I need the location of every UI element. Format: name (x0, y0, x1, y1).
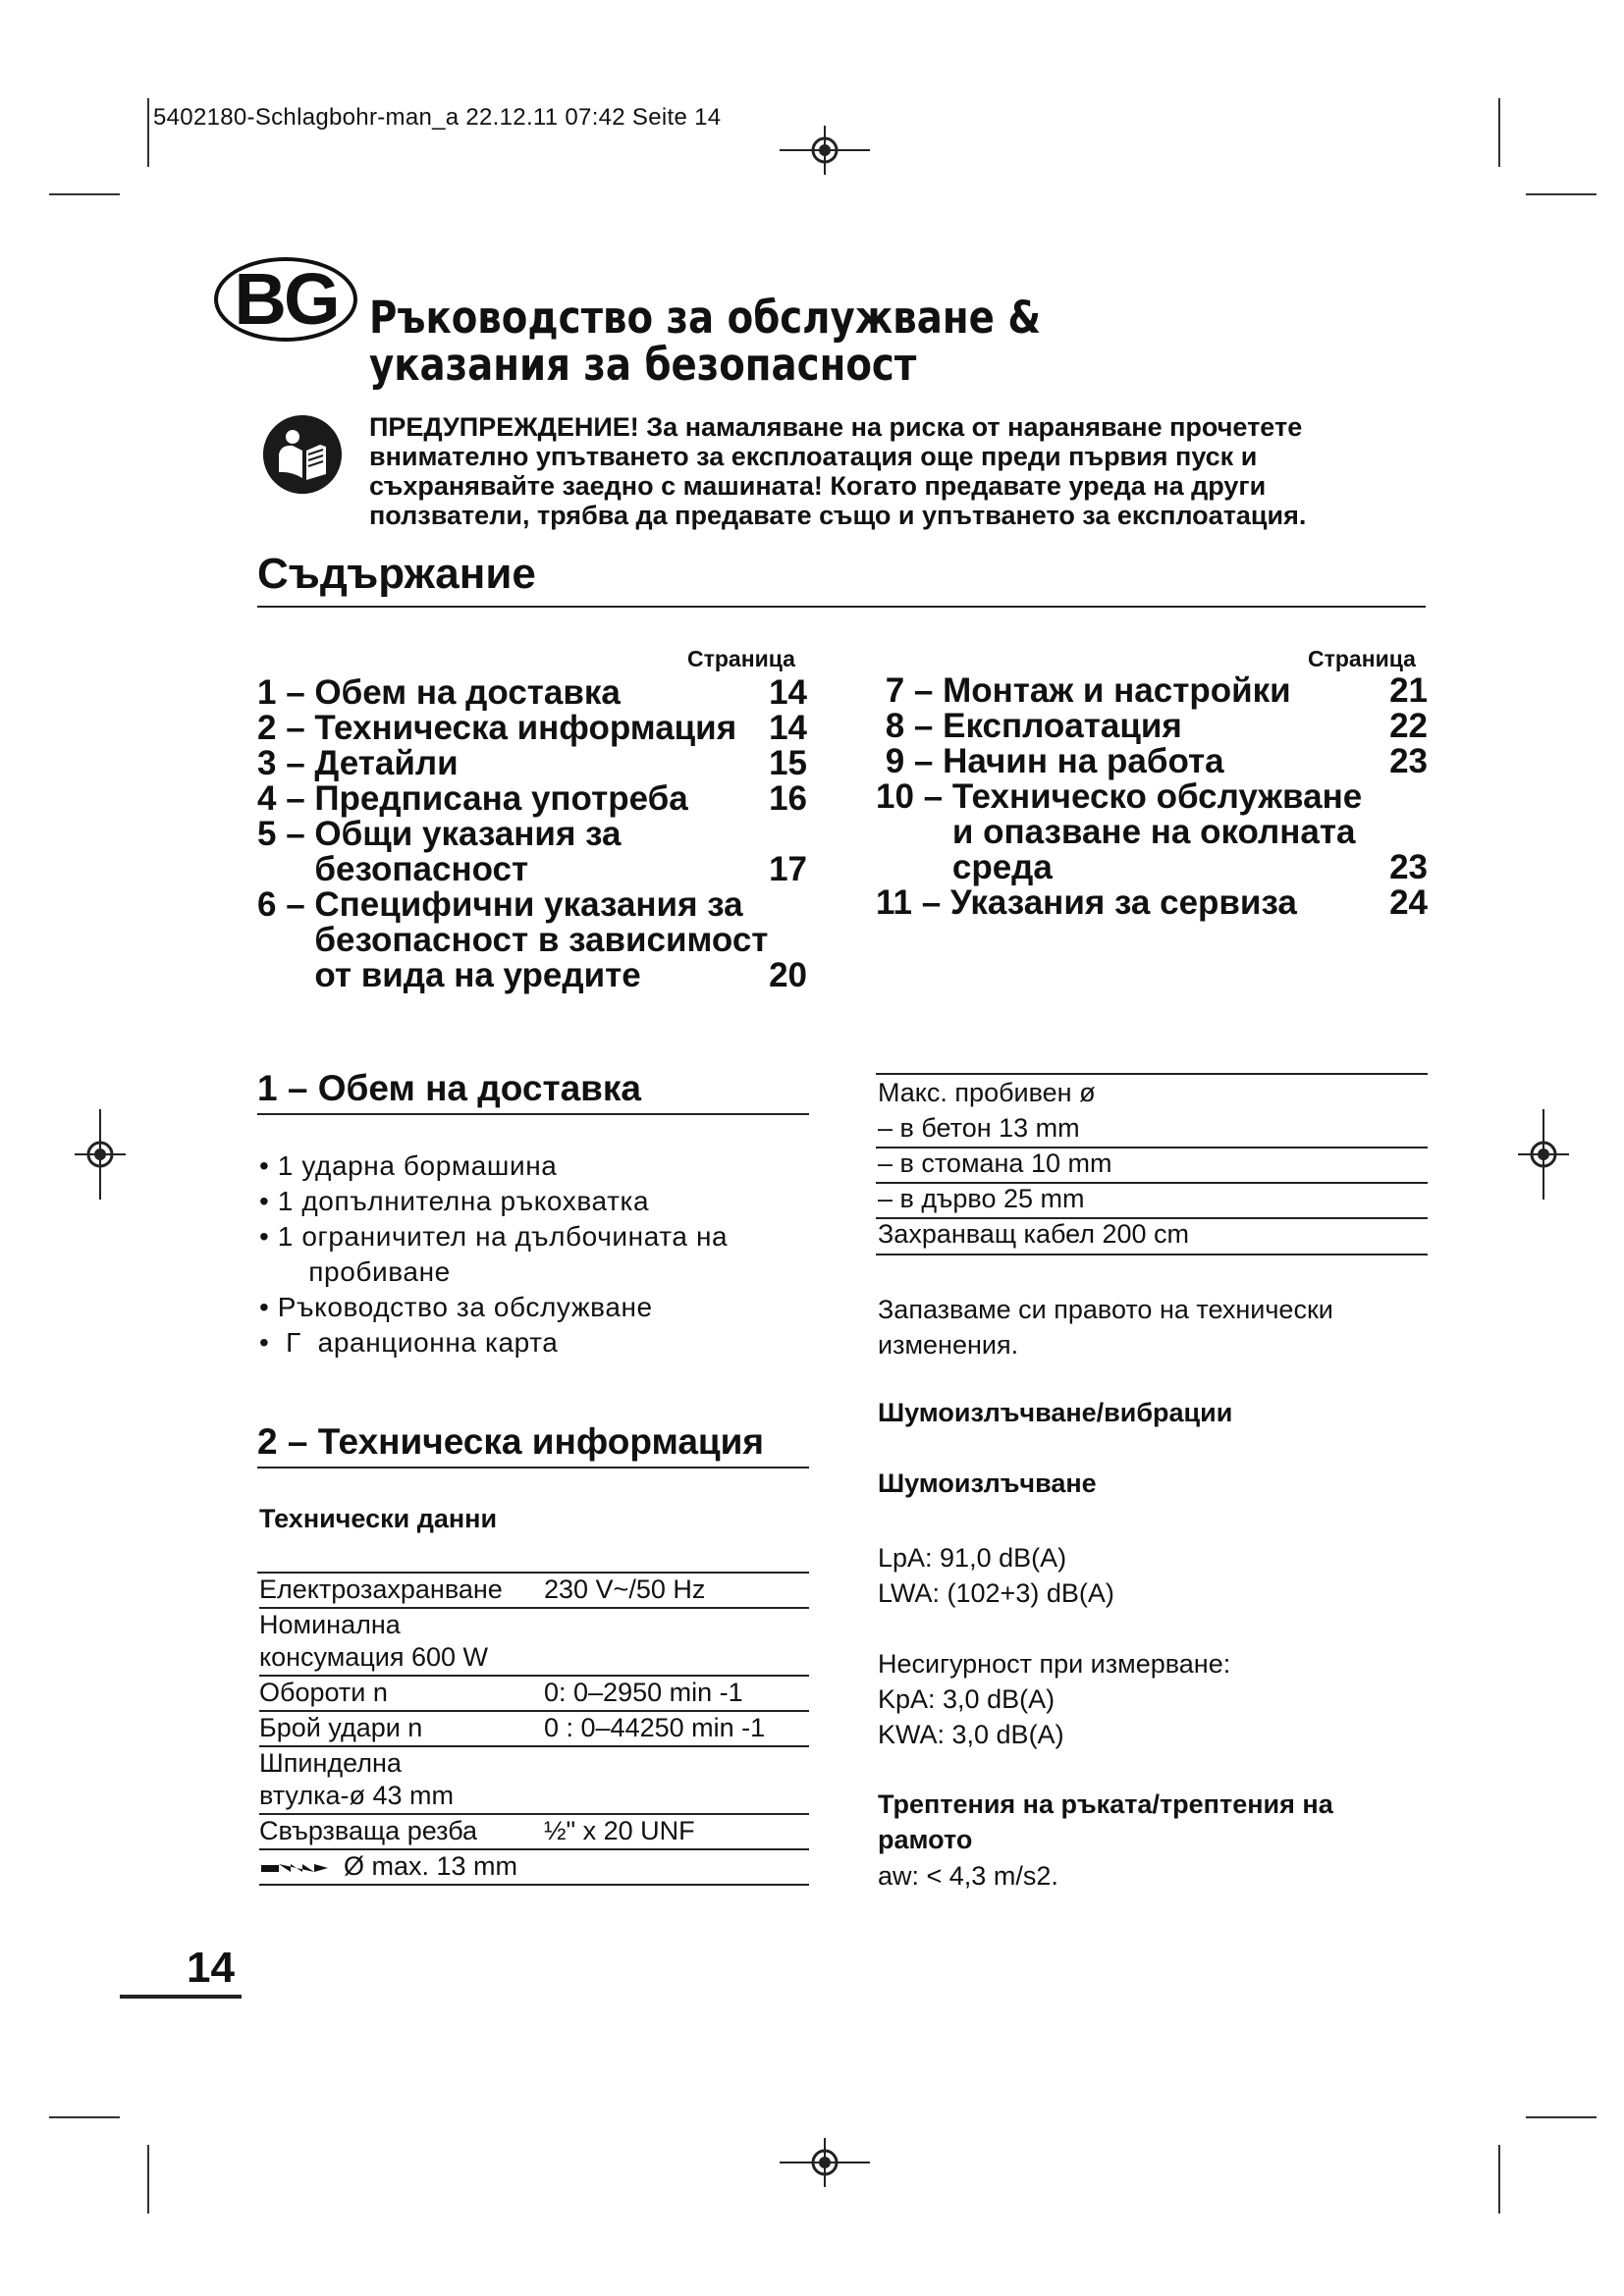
divider (257, 1467, 809, 1468)
disclaimer: Запазваме си правото на технически изменения. (878, 1295, 1333, 1360)
toc-entry-page: 23 (1389, 742, 1428, 780)
table-cell-label: Шпинделна втулка-ø 43 mm (259, 1748, 455, 1810)
divider (876, 1254, 1428, 1255)
cable-length-row: Захранващ кабел 200 cm (878, 1219, 1190, 1249)
toc-entry-number: 2 – (257, 709, 315, 747)
toc-entry-title: Общи указания за безопасност (314, 815, 622, 888)
noise-lwa: LWA: (102+3) dB(A) (878, 1578, 1114, 1608)
vibration-heading: Трептения на ръката/трептения на рамото (878, 1789, 1333, 1854)
list-item: • 1 допълнителна ръкохватка (259, 1186, 650, 1216)
tech-data-subheading: Технически данни (259, 1504, 498, 1533)
toc-entry-number: 10 – (876, 777, 952, 816)
toc-entry[interactable] (257, 817, 807, 887)
toc-entry-title: Предписана употреба (314, 779, 688, 818)
drill-bit-icon (261, 1860, 330, 1876)
section-heading: 2 – Техническа информация (257, 1421, 764, 1462)
page-number: 14 (187, 1944, 235, 1992)
registration-mark-icon (1518, 1109, 1569, 1200)
toc-entry-title: Експлоатация (943, 707, 1182, 745)
toc-entry-number: 5 – (257, 815, 315, 853)
table-row (259, 1574, 809, 1608)
divider (257, 1113, 809, 1115)
table-cell-label: Свързваща резба (259, 1816, 478, 1845)
delivery-list (259, 1148, 728, 1361)
print-metadata: 5402180-Schlagbohr-man_a 22.12.11 07:42 Seite 14 (153, 104, 722, 131)
toc-entry-page: 22 (1389, 707, 1428, 745)
toc-entry[interactable] (257, 746, 807, 781)
toc-entry-page: 17 (769, 850, 807, 888)
toc-entry-number: 4 – (257, 779, 315, 818)
page-title: Ръководство за обслужване & указания за безопасност (369, 292, 1042, 391)
crop-mark (49, 193, 120, 195)
toc-entry-title: Специфични указания за безопасност в зависимост от вида на уредите (314, 885, 769, 994)
toc-entry[interactable] (876, 744, 1428, 779)
toc-entry-number: 11 – (876, 883, 950, 922)
toc-entry-number: 9 – (876, 742, 944, 780)
table-row (259, 1849, 809, 1885)
toc-heading: Съдържание (257, 550, 536, 598)
section-heading: 1 – Обем на доставка (257, 1068, 642, 1108)
crop-mark (1526, 193, 1597, 195)
drill-capacity-row: – в бетон 13 mm (878, 1113, 1080, 1143)
table-cell-label: Обороти n (259, 1678, 388, 1707)
toc-page-label: Страница (1308, 646, 1416, 671)
warning-notice: ПРЕДУПРЕЖДЕНИЕ! За намаляване на риска от нараняване прочетете внимателно упътването за експлоатация още преди първия пуск и съхранявайте заедно с машината! Когато предавате уреда на други ползватели, трябва да предавате също и упътването за експлоатация. (369, 412, 1307, 530)
toc-entry[interactable] (876, 779, 1428, 885)
crop-mark (147, 98, 149, 167)
drill-capacity-row: Макс. пробивен ø (878, 1078, 1096, 1107)
noise-vibration-heading: Шумоизлъчване/вибрации (878, 1398, 1233, 1427)
toc-entry[interactable] (257, 781, 807, 817)
list-item: • 1 ударна бормашина (259, 1150, 558, 1181)
toc-page-label: Страница (687, 646, 795, 671)
table-row (259, 1676, 809, 1711)
toc-entry-page: 23 (1389, 848, 1428, 886)
table-cell-label: Брой удари n (259, 1713, 423, 1742)
read-manual-icon (263, 415, 342, 494)
crop-mark (147, 2145, 149, 2214)
table-cell-label: Номинална консумация 600 W (259, 1610, 489, 1672)
uncertainty-label: Несигурност при измерване: (878, 1649, 1231, 1679)
tech-data-table (259, 1574, 809, 1886)
table-cell-value: ½" x 20 UNF (544, 1816, 695, 1845)
crop-mark (1526, 2116, 1597, 2118)
toc-entry-number: 8 – (876, 707, 944, 745)
table-row (259, 1746, 809, 1814)
toc-entry-title: Указания за сервиза (949, 883, 1297, 922)
list-item: • 1 ограничител на дълбочината на (259, 1221, 729, 1252)
toc-entry-title: Техническа информация (314, 709, 737, 747)
uncertainty-kpa: KpA: 3,0 dB(A) (878, 1684, 1056, 1714)
toc-entry-page: 14 (769, 709, 807, 747)
vibration-aw: aw: < 4,3 m/s2. (878, 1861, 1058, 1891)
toc-entry-title: Монтаж и настройки (943, 671, 1291, 710)
table-cell-value: 0 : 0–44250 min -1 (544, 1713, 766, 1742)
toc-entry-title: Техническо обслужване и опазване на околната среда (951, 777, 1363, 886)
drill-capacity-row: – в дърво 25 mm (878, 1184, 1085, 1213)
registration-mark-icon (780, 126, 870, 175)
language-code: BG (234, 258, 338, 340)
table-row (259, 1814, 809, 1849)
table-row (259, 1608, 809, 1676)
toc-entry[interactable] (257, 887, 807, 993)
toc-entry-page: 24 (1389, 883, 1428, 922)
toc-entry-page: 14 (769, 673, 807, 712)
toc-entry-title: Начин на работа (943, 742, 1224, 780)
list-item: • Г аранционна карта (259, 1327, 559, 1358)
table-cell-value: 0: 0–2950 min -1 (544, 1678, 743, 1707)
toc-entry-number: 1 – (257, 673, 315, 712)
toc-entry-page: 15 (769, 744, 807, 782)
toc-entry[interactable] (876, 709, 1428, 744)
toc-entry-title: Обем на доставка (314, 673, 621, 712)
noise-heading: Шумоизлъчване (878, 1468, 1097, 1498)
toc-entry[interactable] (876, 673, 1428, 709)
divider (257, 606, 1426, 608)
toc-entry-page: 21 (1389, 671, 1428, 710)
toc-entry-title: Детайли (314, 744, 459, 782)
table-cell-label: Електрозахранване (259, 1575, 503, 1604)
registration-mark-icon (780, 2138, 870, 2187)
table-cell-value: 230 V~/50 Hz (544, 1575, 706, 1604)
divider (876, 1073, 1428, 1075)
toc-entry-number: 6 – (257, 885, 315, 924)
toc-entry[interactable] (257, 711, 807, 746)
registration-mark-icon (75, 1109, 126, 1200)
page-number-underline (120, 1995, 242, 1999)
toc-entry[interactable] (257, 675, 807, 711)
list-item: • Ръководство за обслужване (259, 1292, 653, 1322)
crop-mark (1498, 98, 1500, 167)
toc-entry-page: 20 (769, 956, 807, 994)
crop-mark (1498, 2145, 1500, 2214)
drill-diameter-cell (259, 1849, 809, 1885)
toc-entry[interactable] (876, 885, 1428, 921)
uncertainty-kwa: KWA: 3,0 dB(A) (878, 1720, 1064, 1749)
crop-mark (49, 2116, 120, 2118)
language-badge (214, 257, 357, 342)
toc-entry-number: 7 – (876, 671, 944, 710)
noise-lpa: LpA: 91,0 dB(A) (878, 1543, 1067, 1573)
table-row (259, 1711, 809, 1746)
drill-diameter-text: Ø max. 13 mm (344, 1851, 518, 1881)
toc-entry-page: 16 (769, 779, 807, 818)
toc-entry-number: 3 – (257, 744, 315, 782)
drill-capacity-row: – в стомана 10 mm (878, 1148, 1112, 1178)
list-item: пробиване (259, 1256, 451, 1287)
